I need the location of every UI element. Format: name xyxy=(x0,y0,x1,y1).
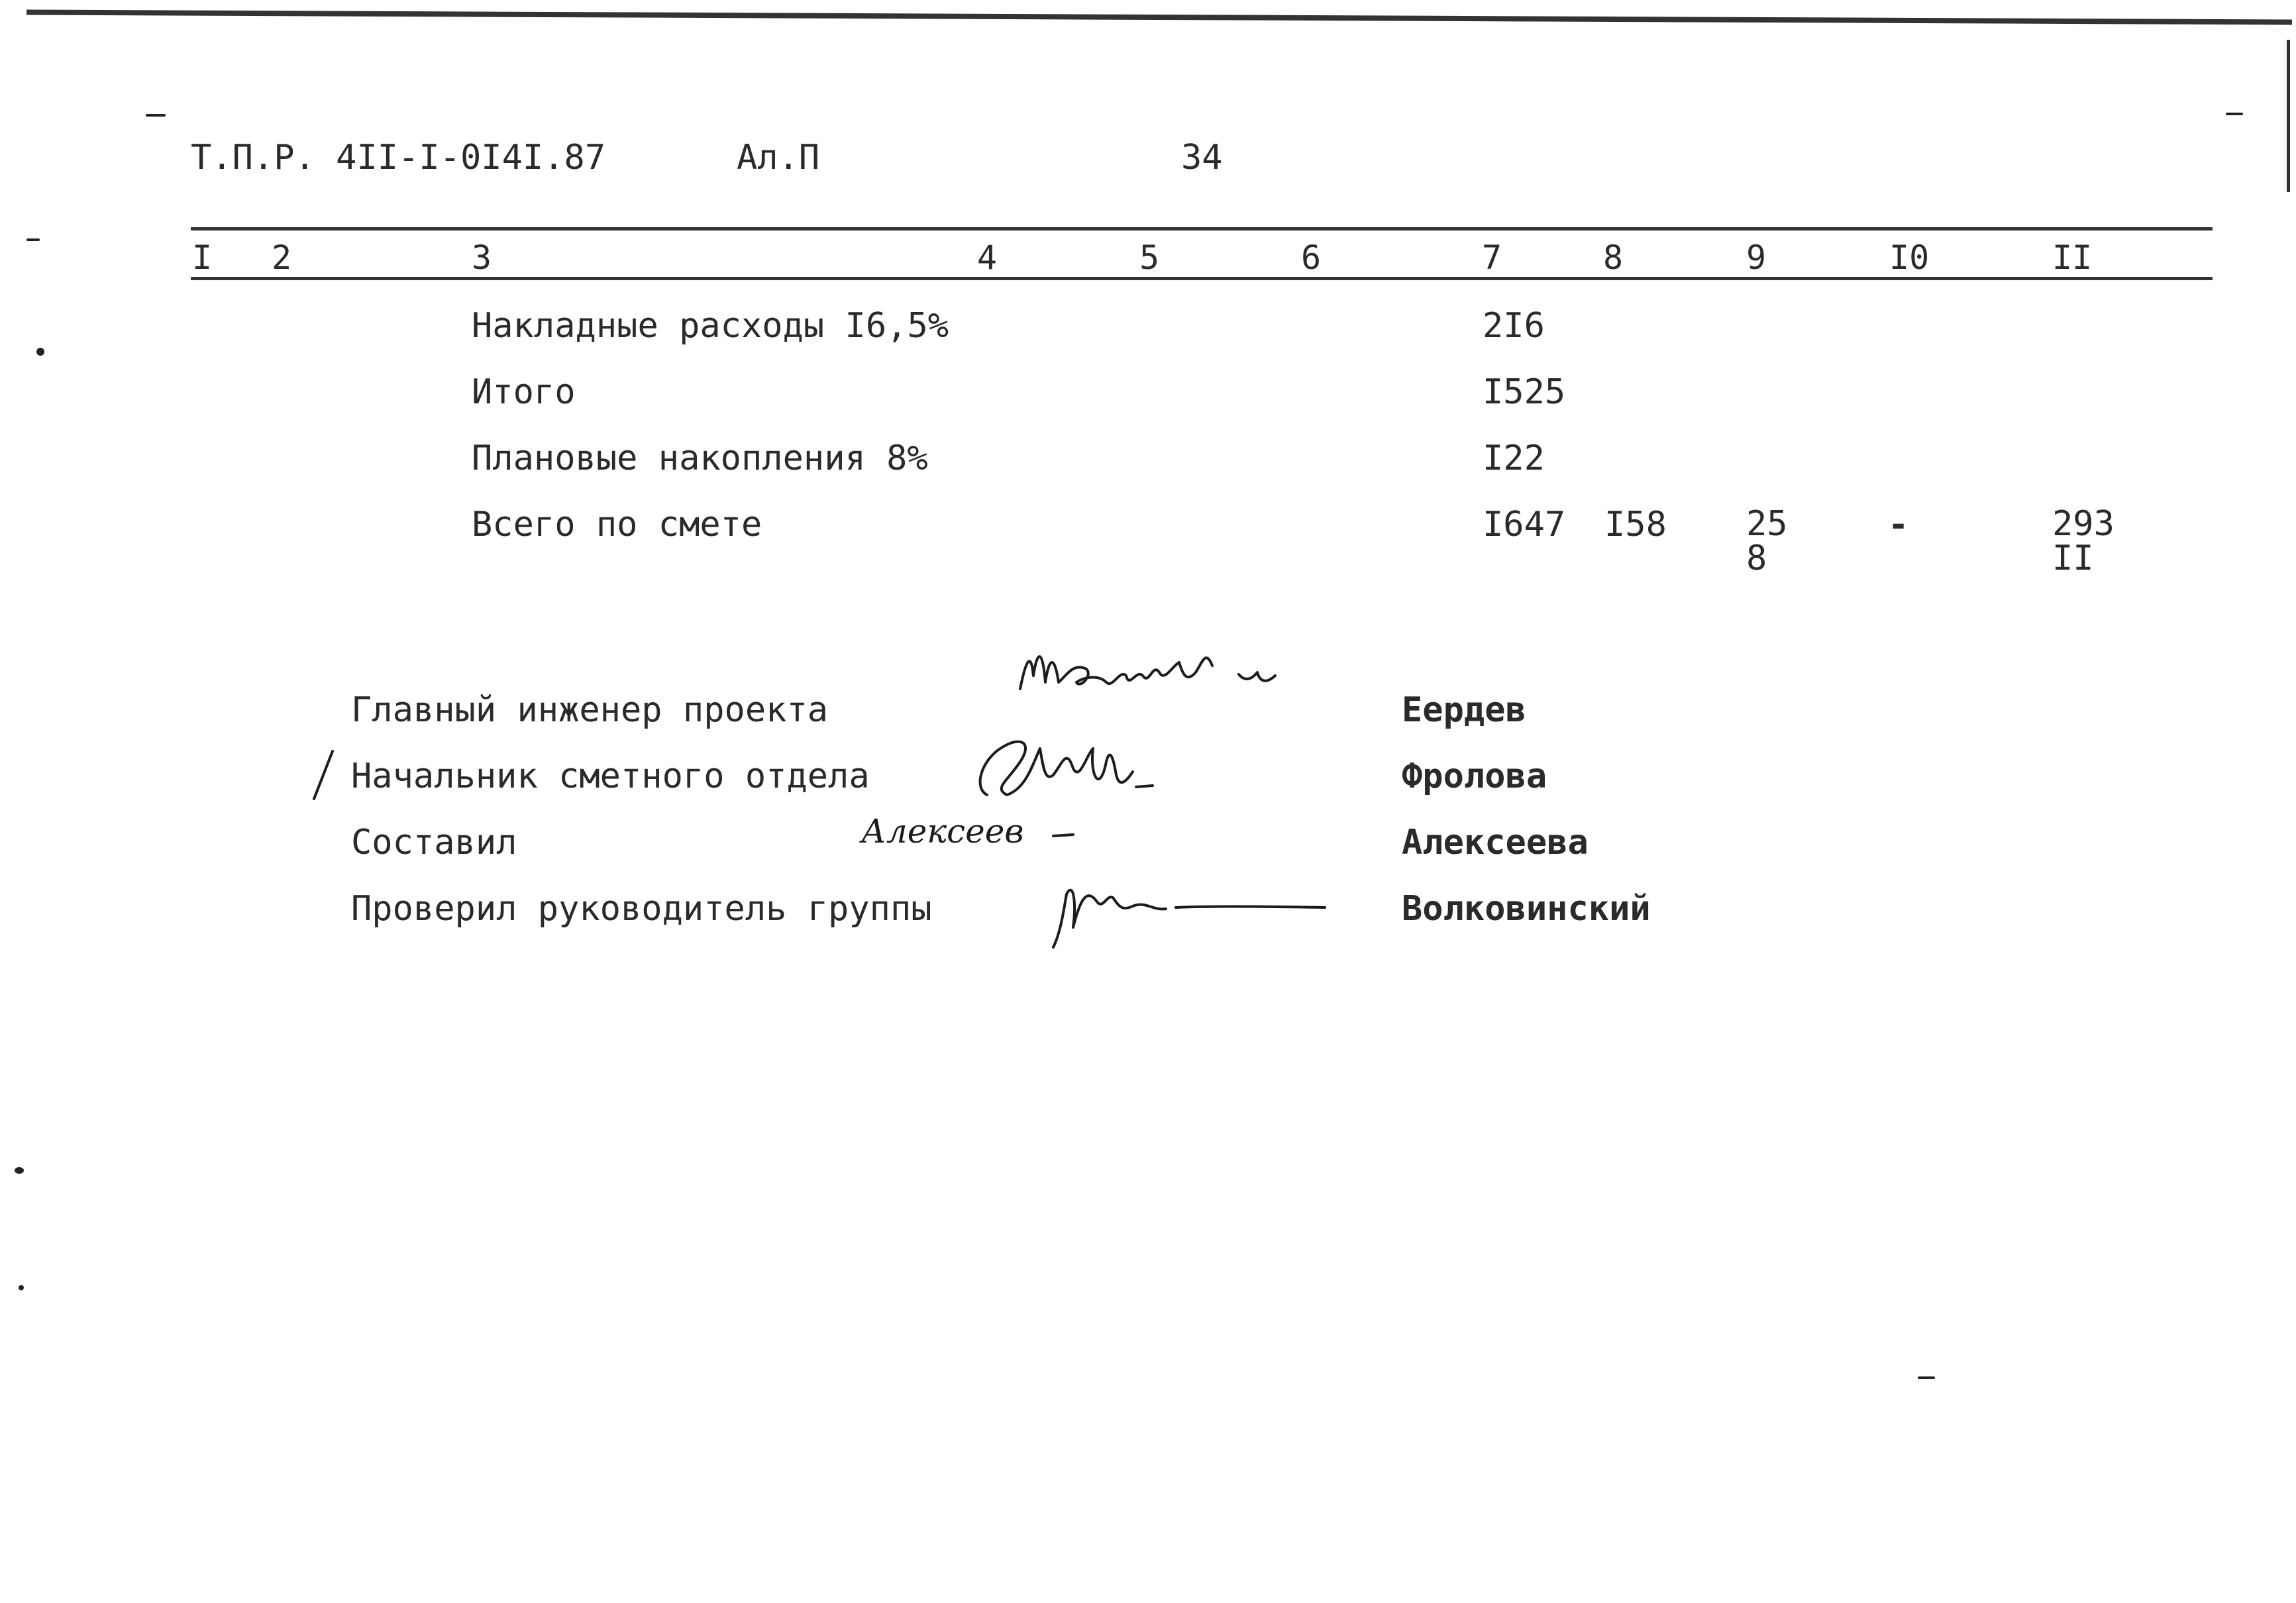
row-label: Плановые накопления 8% xyxy=(472,439,928,478)
row-value-col11-top: 293 xyxy=(2052,504,2114,544)
row-value-col7: I647 xyxy=(1483,505,1566,544)
scan-speck xyxy=(19,1285,24,1290)
signatory-title: Составил xyxy=(351,823,517,862)
row-value-col9-bottom: 8 xyxy=(1746,539,1767,578)
signature-compiled-by-text: Алексеев xyxy=(861,812,1024,851)
page-number: 34 xyxy=(1181,138,1223,178)
signatory-name: Алексеева xyxy=(1402,823,1589,862)
signature-compiled-by xyxy=(855,808,1106,861)
column-number: II xyxy=(2052,238,2093,277)
row-value-col8: I58 xyxy=(1604,505,1667,544)
row-value-col7: 2I6 xyxy=(1483,306,1545,346)
column-number: I xyxy=(192,238,213,277)
top-border xyxy=(26,10,2292,25)
column-number: 8 xyxy=(1603,238,1624,277)
signatory-name: Еердев xyxy=(1402,690,1526,730)
row-value-col9 xyxy=(1746,504,1788,578)
doc-code: Т.П.Р. 4II-I-0I4I.87 xyxy=(191,138,606,178)
column-number: 5 xyxy=(1139,238,1160,277)
row-label: Накладные расходы I6,5% xyxy=(472,306,949,346)
sheet-label: Ал.П xyxy=(737,138,820,178)
row-label: Итого xyxy=(472,372,576,412)
column-number: 4 xyxy=(977,238,998,277)
column-number: 7 xyxy=(1482,238,1502,277)
scan-speck xyxy=(2226,113,2243,115)
signatory-title: Главный инженер проекта xyxy=(351,690,829,730)
signature-chief-engineer xyxy=(1014,636,1358,722)
signatory-title: Начальник сметного отдела xyxy=(351,756,870,796)
scan-speck xyxy=(36,348,44,356)
signatory-name: Волковинский xyxy=(1402,889,1651,929)
row-value-col7: I22 xyxy=(1483,439,1545,478)
column-number: 6 xyxy=(1301,238,1322,277)
row-label: Всего по смете xyxy=(472,505,762,544)
right-border xyxy=(2287,40,2290,192)
row-value-col10: - xyxy=(1888,505,1909,544)
column-number: 2 xyxy=(272,238,292,277)
column-number: 9 xyxy=(1746,238,1767,277)
scan-speck xyxy=(15,1167,24,1174)
row-value-col7: I525 xyxy=(1483,372,1566,412)
signatory-name: Фролова xyxy=(1402,756,1547,796)
scan-speck xyxy=(146,114,166,117)
signature-estimates-head xyxy=(967,722,1186,808)
margin-slash-mark xyxy=(310,749,337,802)
signatory-title: Проверил руководитель группы xyxy=(351,889,932,929)
column-number: I0 xyxy=(1889,238,1930,277)
scan-speck xyxy=(26,238,40,241)
row-value-col11 xyxy=(2052,504,2114,578)
table-top-rule xyxy=(191,227,2213,231)
row-value-col9-top: 25 xyxy=(1746,504,1788,544)
scan-speck xyxy=(1918,1376,1935,1379)
column-number: 3 xyxy=(472,238,492,277)
row-value-col11-bottom: II xyxy=(2052,539,2094,578)
table-header-bottom-rule xyxy=(191,277,2213,280)
signature-group-leader xyxy=(1033,861,1338,954)
